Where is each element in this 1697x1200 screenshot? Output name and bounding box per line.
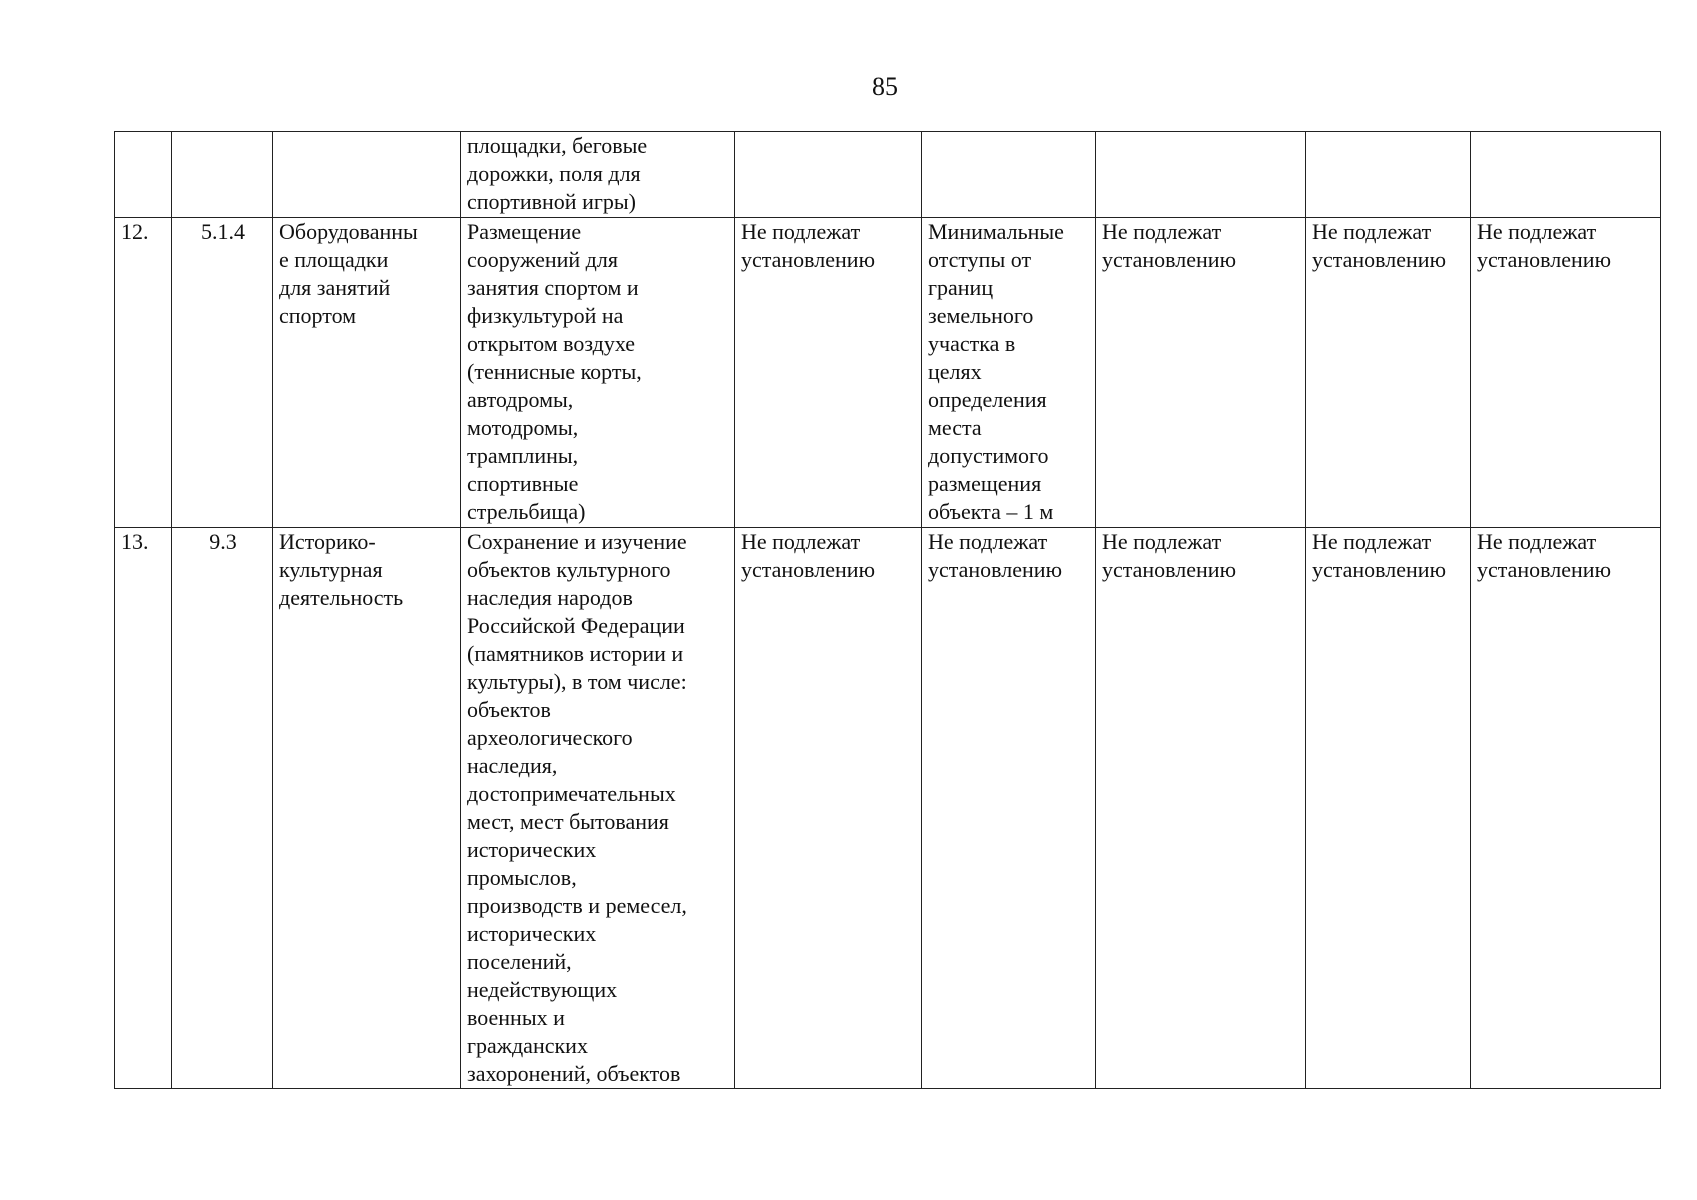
param-cell [922,132,1096,218]
code-cell: 5.1.4 [172,218,273,528]
name-cell [273,132,461,218]
param-cell: Не подлежат установлению [735,218,922,528]
table-row [115,132,1661,218]
param-cell: Не подлежат установлению [1306,218,1471,528]
param-cell: Не подлежат установлению [1096,528,1306,1089]
row-number-cell: 12. [115,218,172,528]
param-cell: Не подлежат установлению [922,528,1096,1089]
row-number-cell [115,132,172,218]
land-use-table [114,131,1661,1089]
param-cell: Минимальные отступы от границ земельного участка в целях определения места допустимого размещения объекта – 1 м [922,218,1096,528]
param-cell: Не подлежат установлению [1306,528,1471,1089]
row-number-cell: 13. [115,528,172,1089]
param-cell: Не подлежат установлению [1471,528,1661,1089]
param-cell: Не подлежат установлению [735,528,922,1089]
description-cell: Размещение сооружений для занятия спортом и физкультурой на открытом воздухе (теннисные корты, автодромы, мотодромы, трамплины, спортивные стрельбища) [461,218,735,528]
param-cell: Не подлежат установлению [1096,218,1306,528]
param-cell [1306,132,1471,218]
param-cell: Не подлежат установлению [1471,218,1661,528]
description-cell: Сохранение и изучение объектов культурного наследия народов Российской Федерации (памятников истории и культуры), в том числе: объектов археологического наследия, достопримечательных мест, мест бытования исторических промыслов, производств и ремесел, исторических поселений, недействующих военных и гражданских захоронений, объектов [461,528,735,1089]
name-cell: Оборудованны е площадки для занятий спортом [273,218,461,528]
description-cell: площадки, беговые дорожки, поля для спортивной игры) [461,132,735,218]
param-cell [1471,132,1661,218]
page-number: 85 [872,72,898,101]
code-cell: 9.3 [172,528,273,1089]
param-cell [1096,132,1306,218]
name-cell: Историко- культурная деятельность [273,528,461,1089]
code-cell [172,132,273,218]
param-cell [735,132,922,218]
table-row [115,218,1661,528]
table-row [115,528,1661,1089]
